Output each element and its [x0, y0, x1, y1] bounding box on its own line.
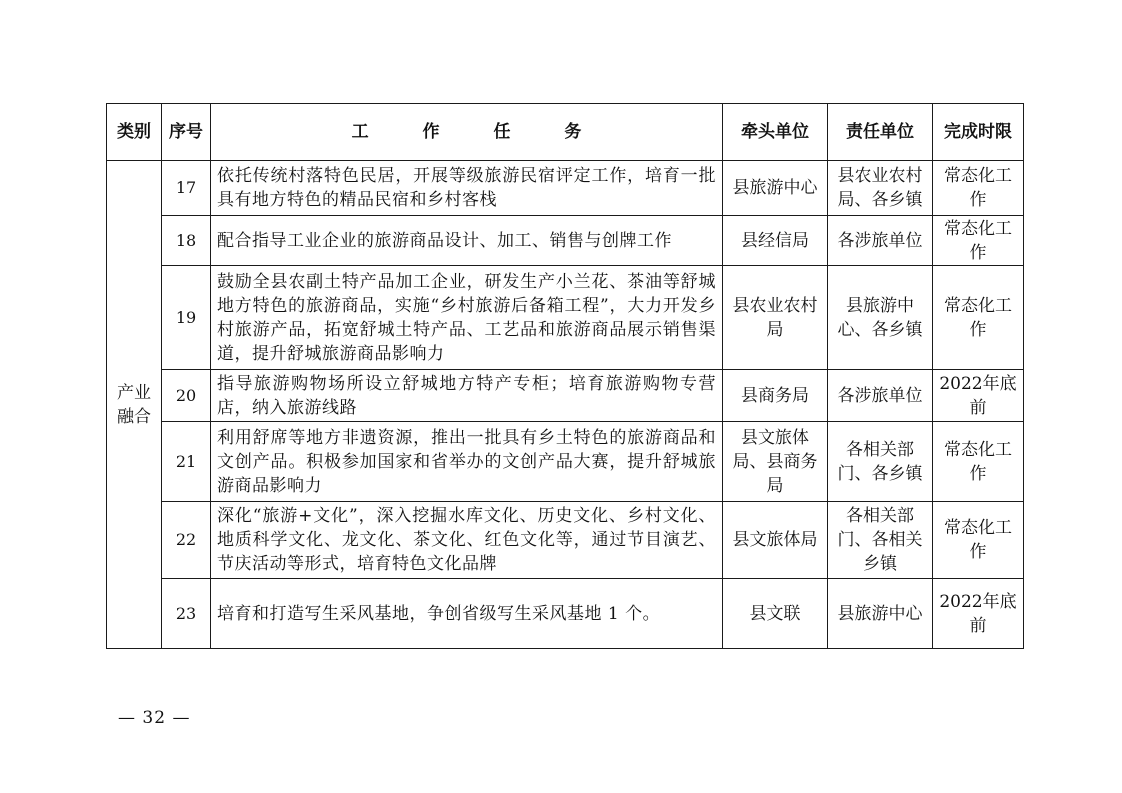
header-lead-unit: 牵头单位	[723, 104, 828, 161]
responsible-unit-cell: 各涉旅单位	[828, 370, 933, 422]
seq-cell: 23	[162, 579, 211, 649]
task-cell: 深化“旅游+文化”，深入挖掘水库文化、历史文化、乡村文化、地质科学文化、龙文化、茶文化、红色文化等，通过节目演艺、节庆活动等形式，培育特色文化品牌	[211, 502, 723, 579]
deadline-cell: 常态化工作	[933, 161, 1024, 216]
task-cell: 配合指导工业企业的旅游商品设计、加工、销售与创牌工作	[211, 216, 723, 266]
seq-cell: 20	[162, 370, 211, 422]
table-row	[107, 502, 1024, 579]
category-cell: 产业融合	[107, 161, 162, 649]
lead-unit-cell: 县文旅体局、县商务局	[723, 422, 828, 502]
table-row	[107, 266, 1024, 370]
header-deadline: 完成时限	[933, 104, 1024, 161]
task-cell: 培育和打造写生采风基地，争创省级写生采风基地 1 个。	[211, 579, 723, 649]
deadline-cell: 常态化工作	[933, 266, 1024, 370]
table-row	[107, 216, 1024, 266]
header-responsible-unit: 责任单位	[828, 104, 933, 161]
task-cell: 鼓励全县农副土特产品加工企业，研发生产小兰花、茶油等舒城地方特色的旅游商品，实施“乡村旅游后备箱工程”，大力开发乡村旅游产品，拓宽舒城土特产品、工艺品和旅游商品展示销售渠道，提升舒城旅游商品影响力	[211, 266, 723, 370]
table-row	[107, 161, 1024, 216]
lead-unit-cell: 县经信局	[723, 216, 828, 266]
task-cell: 指导旅游购物场所设立舒城地方特产专柜；培育旅游购物专营店，纳入旅游线路	[211, 370, 723, 422]
header-category: 类别	[107, 104, 162, 161]
responsible-unit-cell: 县农业农村局、各乡镇	[828, 161, 933, 216]
table-row	[107, 422, 1024, 502]
responsible-unit-cell: 各相关部门、各乡镇	[828, 422, 933, 502]
task-cell: 利用舒席等地方非遗资源，推出一批具有乡土特色的旅游商品和文创产品。积极参加国家和省举办的文创产品大赛，提升舒城旅游商品影响力	[211, 422, 723, 502]
table-header-row	[107, 104, 1024, 161]
seq-cell: 18	[162, 216, 211, 266]
lead-unit-cell: 县商务局	[723, 370, 828, 422]
seq-cell: 22	[162, 502, 211, 579]
seq-cell: 17	[162, 161, 211, 216]
seq-cell: 21	[162, 422, 211, 502]
lead-unit-cell: 县旅游中心	[723, 161, 828, 216]
deadline-cell: 常态化工作	[933, 502, 1024, 579]
deadline-cell: 常态化工作	[933, 422, 1024, 502]
header-seq: 序号	[162, 104, 211, 161]
header-task: 工 作 任 务	[211, 104, 723, 161]
lead-unit-cell: 县农业农村局	[723, 266, 828, 370]
lead-unit-cell: 县文联	[723, 579, 828, 649]
deadline-cell: 2022年底前	[933, 370, 1024, 422]
deadline-cell: 常态化工作	[933, 216, 1024, 266]
deadline-cell: 2022年底前	[933, 579, 1024, 649]
responsible-unit-cell: 各相关部门、各相关乡镇	[828, 502, 933, 579]
task-cell: 依托传统村落特色民居，开展等级旅游民宿评定工作，培育一批具有地方特色的精品民宿和乡村客栈	[211, 161, 723, 216]
responsible-unit-cell: 县旅游中心、各乡镇	[828, 266, 933, 370]
table-row	[107, 370, 1024, 422]
responsible-unit-cell: 县旅游中心	[828, 579, 933, 649]
task-table	[106, 103, 1024, 649]
page-number: — 32 —	[118, 708, 191, 728]
responsible-unit-cell: 各涉旅单位	[828, 216, 933, 266]
table-row	[107, 579, 1024, 649]
lead-unit-cell: 县文旅体局	[723, 502, 828, 579]
seq-cell: 19	[162, 266, 211, 370]
